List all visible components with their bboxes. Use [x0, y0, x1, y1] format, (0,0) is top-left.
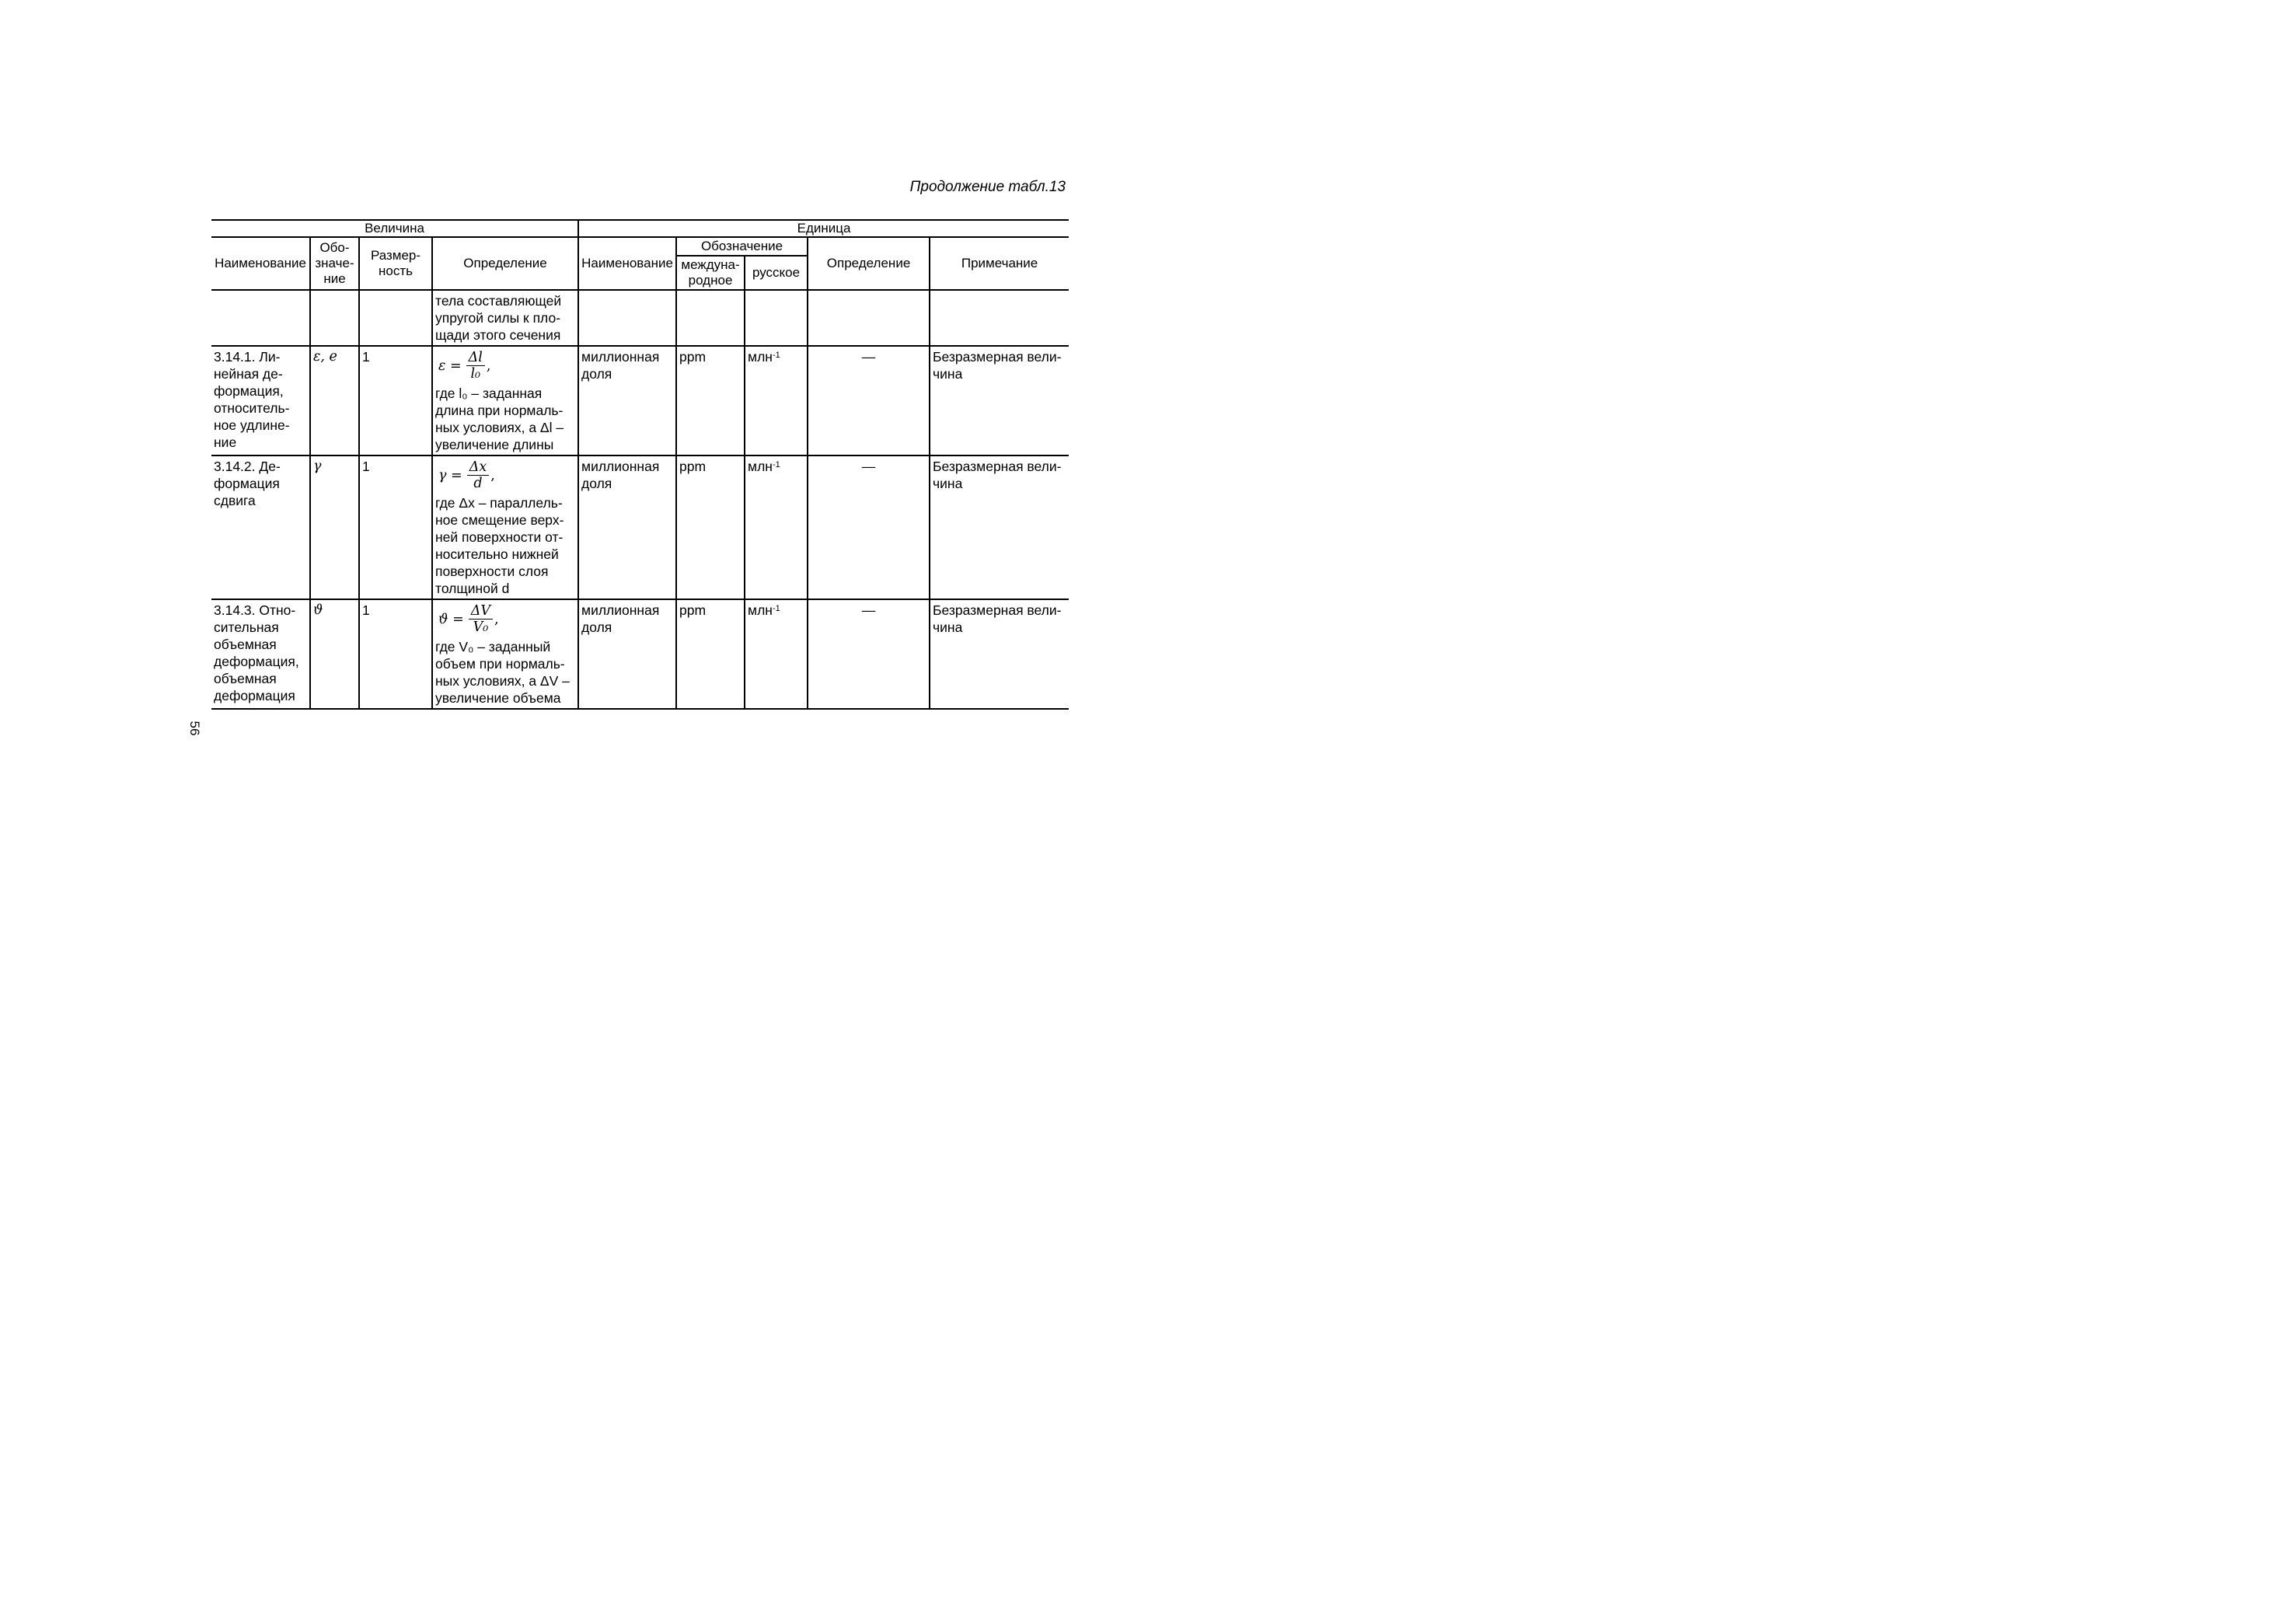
formula-tail: , [490, 467, 495, 483]
unit-russian-base: млн [748, 459, 773, 474]
header-unit-definition: Определение [808, 237, 930, 290]
quantity-dimension: 1 [359, 346, 432, 455]
cont-cell [808, 290, 930, 346]
cont-cell [310, 290, 359, 346]
unit-international: ppm [676, 346, 745, 455]
formula-lhs: ε = [438, 358, 462, 374]
cont-cell [211, 290, 310, 346]
formula-denominator: d [473, 476, 483, 491]
quantity-definition [432, 599, 578, 709]
header-note: Примечание [930, 237, 1069, 290]
header-unit-designation: Обозначение [676, 237, 808, 256]
continuation-definition: тела составляющей упругой силы к пло- щади этого сечения [432, 290, 578, 346]
unit-name: миллионная доля [578, 599, 676, 709]
header-quantity-definition: Определение [432, 237, 578, 290]
quantity-definition [432, 346, 578, 455]
table-row [211, 455, 1069, 599]
unit-definition: — [808, 599, 930, 709]
formula-denominator: l₀ [470, 366, 481, 382]
cont-cell [359, 290, 432, 346]
formula-lhs: γ = [438, 467, 462, 483]
unit-international: ppm [676, 599, 745, 709]
unit-international: ppm [676, 455, 745, 599]
header-unit-name: Наименование [578, 237, 676, 290]
unit-russian [745, 346, 808, 455]
header-quantity-symbol: Обо- значе- ние [310, 237, 359, 290]
table-row [211, 599, 1069, 709]
unit-russian-base: млн [748, 349, 773, 365]
unit-russian-exponent: -1 [772, 604, 780, 613]
note: Безразмерная вели- чина [930, 346, 1069, 455]
header-unit-russian: русское [745, 256, 808, 290]
header-unit-group: Единица [578, 220, 1069, 237]
units-table [211, 219, 1069, 710]
quantity-name: 3.14.3. Отно- сительная объемная деформация, объемная деформация [211, 599, 310, 709]
formula [438, 459, 495, 491]
unit-russian [745, 599, 808, 709]
quantity-symbol: ε, e [310, 346, 359, 455]
note: Безразмерная вели- чина [930, 599, 1069, 709]
definition-text: где l₀ – заданная длина при нормаль- ных условиях, а Δl – увеличение длины [435, 386, 564, 452]
formula-fraction [466, 350, 485, 382]
formula-tail: , [486, 358, 491, 374]
note: Безразмерная вели- чина [930, 455, 1069, 599]
header-quantity-dimension: Размер- ность [359, 237, 432, 290]
formula-numerator: ΔV [470, 603, 491, 619]
unit-definition: — [808, 455, 930, 599]
quantity-dimension: 1 [359, 455, 432, 599]
quantity-dimension: 1 [359, 599, 432, 709]
formula-fraction [469, 603, 493, 635]
formula [438, 350, 490, 382]
header-quantity-name: Наименование [211, 237, 310, 290]
header-unit-international: междуна- родное [676, 256, 745, 290]
header-quantity-group: Величина [211, 220, 578, 237]
formula-tail: , [494, 611, 499, 627]
page-number: 56 [187, 721, 202, 736]
quantity-name: 3.14.1. Ли- нейная де- формация, относитель- ное удлине- ние [211, 346, 310, 455]
unit-russian-exponent: -1 [772, 460, 780, 469]
unit-russian [745, 455, 808, 599]
cont-cell [745, 290, 808, 346]
formula [438, 603, 499, 635]
unit-russian-base: млн [748, 602, 773, 618]
formula-denominator: V₀ [473, 620, 489, 635]
quantity-symbol: ϑ [310, 599, 359, 709]
unit-name: миллионная доля [578, 455, 676, 599]
formula-lhs: ϑ = [438, 611, 464, 627]
unit-russian-exponent: -1 [772, 351, 780, 360]
formula-fraction [467, 459, 490, 491]
formula-numerator: Δl [468, 350, 483, 365]
formula-numerator: Δx [469, 459, 487, 475]
quantity-name: 3.14.2. Де- формация сдвига [211, 455, 310, 599]
unit-name: миллионная доля [578, 346, 676, 455]
definition-text: где V₀ – заданный объем при нормаль- ных условиях, а ΔV – увеличение объема [435, 639, 570, 706]
definition-text: где Δx – параллель- ное смещение верх- ней поверхности от- носительно нижней поверхности слоя толщиной d [435, 495, 564, 596]
table-caption: Продолжение табл.13 [909, 179, 1066, 195]
table-row [211, 346, 1069, 455]
cont-cell [578, 290, 676, 346]
unit-definition: — [808, 346, 930, 455]
quantity-definition [432, 455, 578, 599]
quantity-symbol: γ [310, 455, 359, 599]
cont-cell [676, 290, 745, 346]
cont-cell [930, 290, 1069, 346]
